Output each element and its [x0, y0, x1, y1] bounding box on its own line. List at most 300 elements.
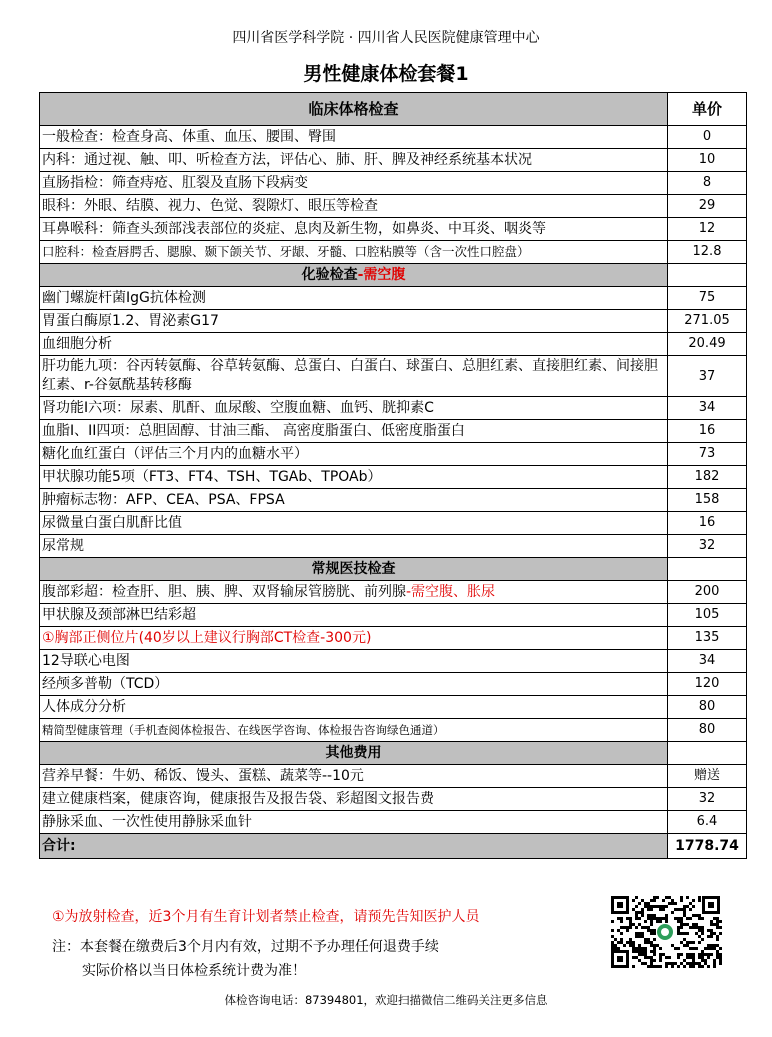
qr-module	[716, 923, 719, 926]
qr-module	[701, 959, 704, 962]
qr-module	[665, 917, 668, 920]
qr-module	[650, 959, 653, 962]
item-price: 8	[668, 172, 747, 195]
qr-module	[677, 965, 680, 968]
item-price: 16	[668, 512, 747, 535]
qr-module	[713, 944, 716, 947]
qr-module	[698, 941, 701, 944]
qr-module	[611, 941, 614, 944]
qr-module	[683, 914, 686, 917]
qr-module	[692, 926, 695, 929]
qr-module	[683, 944, 686, 947]
qr-module	[611, 947, 614, 950]
item-price: 16	[668, 420, 747, 443]
qr-module	[716, 917, 719, 920]
qr-module	[641, 950, 644, 953]
qr-module	[680, 917, 683, 920]
qr-module	[644, 950, 647, 953]
qr-module	[677, 908, 680, 911]
item-name: 12导联心电图	[40, 650, 668, 673]
qr-module	[653, 905, 656, 908]
item-name: 幽门螺旋杆菌IgG抗体检测	[40, 287, 668, 310]
qr-module	[689, 962, 692, 965]
qr-module	[677, 953, 680, 956]
qr-module	[647, 941, 650, 944]
item-price: 0	[668, 126, 747, 149]
qr-module	[641, 914, 644, 917]
qr-module	[617, 941, 620, 944]
qr-module	[680, 932, 683, 935]
table-row	[40, 765, 747, 788]
table-row	[40, 397, 747, 420]
item-name: 尿常规	[40, 535, 668, 558]
qr-module	[668, 896, 671, 899]
qr-module	[692, 962, 695, 965]
qr-module	[632, 956, 635, 959]
price-basis-note: 实际价格以当日体检系统计费为准！	[82, 963, 306, 979]
item-price: 37	[668, 356, 747, 397]
qr-module	[701, 932, 704, 935]
table-row	[40, 310, 747, 333]
qr-module	[680, 896, 683, 899]
qr-module	[668, 902, 671, 905]
qr-module	[716, 956, 719, 959]
qr-module	[638, 935, 641, 938]
item-price: 73	[668, 443, 747, 466]
qr-module	[686, 953, 689, 956]
qr-module	[620, 938, 623, 941]
qr-module	[689, 902, 692, 905]
qr-module	[710, 944, 713, 947]
qr-module	[689, 941, 692, 944]
qr-module	[650, 941, 653, 944]
qr-module	[713, 965, 716, 968]
qr-module	[698, 935, 701, 938]
qr-module	[701, 953, 704, 956]
qr-module	[689, 965, 692, 968]
item-name: ①胸部正侧位片	[42, 630, 139, 646]
qr-module	[674, 947, 677, 950]
qr-module	[623, 926, 626, 929]
qr-module	[656, 917, 659, 920]
qr-module	[635, 935, 638, 938]
qr-module	[635, 932, 638, 935]
qr-module	[665, 962, 668, 965]
qr-module	[689, 953, 692, 956]
organization-name: 四川省医学科学院 · 四川省人民医院健康管理中心	[232, 30, 540, 46]
qr-module	[698, 929, 701, 932]
qr-module	[644, 941, 647, 944]
qr-module	[626, 941, 629, 944]
qr-module	[713, 917, 716, 920]
qr-module	[716, 950, 719, 953]
qr-module	[698, 914, 701, 917]
qr-module	[692, 899, 695, 902]
table-row	[40, 241, 747, 264]
qr-module	[695, 926, 698, 929]
qr-module	[677, 932, 680, 935]
qr-module	[632, 941, 635, 944]
item-price: 赠送	[668, 765, 747, 788]
table-row	[40, 673, 747, 696]
qr-module	[701, 926, 704, 929]
qr-module	[644, 905, 647, 908]
qr-module	[683, 911, 686, 914]
qr-module	[671, 899, 674, 902]
qr-module	[680, 908, 683, 911]
qr-module	[665, 920, 668, 923]
qr-module	[650, 932, 653, 935]
qr-module	[650, 956, 653, 959]
qr-module	[716, 944, 719, 947]
qr-module	[701, 965, 704, 968]
qr-module	[671, 944, 674, 947]
qr-module	[719, 932, 722, 935]
item-name: 糖化血红蛋白（评估三个月内的血糖水平）	[40, 443, 668, 466]
qr-module	[677, 917, 680, 920]
qr-module	[638, 911, 641, 914]
table-row	[40, 356, 747, 397]
qr-module	[659, 905, 662, 908]
item-name: 肾功能I六项：尿素、肌酐、血尿酸、空腹血糖、血钙、胱抑素C	[40, 397, 668, 420]
item-name: 血细胞分析	[40, 333, 668, 356]
qr-module	[629, 923, 632, 926]
qr-module	[689, 917, 692, 920]
qr-module	[638, 923, 641, 926]
qr-finder-pattern	[611, 896, 629, 914]
qr-module	[647, 926, 650, 929]
qr-module	[650, 914, 653, 917]
section-note: -需空腹	[357, 267, 406, 283]
qr-module	[707, 935, 710, 938]
qr-module	[620, 941, 623, 944]
qr-module	[683, 938, 686, 941]
qr-module	[659, 920, 662, 923]
qr-module	[671, 911, 674, 914]
qr-module	[695, 932, 698, 935]
item-name: 肿瘤标志物：AFP、CEA、PSA、FPSA	[40, 489, 668, 512]
qr-module	[692, 956, 695, 959]
total-label: 合计:	[40, 834, 668, 859]
qr-module	[653, 950, 656, 953]
item-price: 12.8	[668, 241, 747, 264]
qr-module	[713, 947, 716, 950]
qr-module	[674, 917, 677, 920]
qr-module	[650, 917, 653, 920]
qr-module	[710, 923, 713, 926]
qr-module	[710, 932, 713, 935]
item-price: 32	[668, 535, 747, 558]
qr-module	[629, 926, 632, 929]
qr-module	[632, 947, 635, 950]
price-table	[39, 92, 747, 859]
qr-module	[719, 962, 722, 965]
qr-module	[680, 962, 683, 965]
item-name: 一般检查：检查身高、体重、血压、腰围、臀围	[40, 126, 668, 149]
qr-module	[644, 938, 647, 941]
qr-module	[653, 938, 656, 941]
qr-module	[668, 962, 671, 965]
radiation-warning: ①为放射检查，近3个月有生育计划者禁止检查，请预先告知医护人员	[52, 909, 480, 925]
section-title: 化验检查	[301, 267, 358, 283]
qr-module	[677, 947, 680, 950]
qr-module	[692, 905, 695, 908]
qr-module	[713, 932, 716, 935]
qr-module	[692, 959, 695, 962]
qr-module	[626, 929, 629, 932]
qr-module	[629, 920, 632, 923]
qr-module	[650, 944, 653, 947]
qr-module	[635, 905, 638, 908]
qr-module	[656, 944, 659, 947]
qr-module	[638, 959, 641, 962]
qr-module	[653, 944, 656, 947]
qr-module	[683, 965, 686, 968]
qr-module	[710, 947, 713, 950]
qr-module	[650, 905, 653, 908]
qr-module	[701, 917, 704, 920]
qr-module	[713, 962, 716, 965]
qr-module	[635, 914, 638, 917]
qr-module	[650, 950, 653, 953]
qr-module	[659, 917, 662, 920]
qr-module	[653, 929, 656, 932]
qr-module	[650, 962, 653, 965]
qr-module	[710, 935, 713, 938]
qr-module	[686, 905, 689, 908]
qr-module	[611, 935, 614, 938]
qr-module	[647, 965, 650, 968]
qr-module	[638, 944, 641, 947]
qr-module	[641, 932, 644, 935]
item-name-cell	[40, 627, 668, 650]
item-name: 静脉采血、一次性使用静脉采血针	[40, 811, 668, 834]
qr-module	[647, 908, 650, 911]
table-row	[40, 788, 747, 811]
item-name: 耳鼻喉科：筛查头颈部浅表部位的炎症、息肉及新生物，如鼻炎、中耳炎、咽炎等	[40, 218, 668, 241]
item-name: 内科：通过视、触、叩、听检查方法，评估心、肺、肝、脾及神经系统基本状况	[40, 149, 668, 172]
qr-module	[674, 902, 677, 905]
qr-module	[632, 908, 635, 911]
qr-module	[644, 902, 647, 905]
qr-module	[614, 947, 617, 950]
qr-module	[716, 953, 719, 956]
qr-module	[638, 947, 641, 950]
table-row	[40, 149, 747, 172]
table-row	[40, 126, 747, 149]
qr-module	[716, 938, 719, 941]
table-row	[40, 489, 747, 512]
table-row	[40, 333, 747, 356]
qr-module	[647, 902, 650, 905]
qr-module	[647, 905, 650, 908]
item-name: 眼科：外眼、结膜、视力、色觉、裂隙灯、眼压等检查	[40, 195, 668, 218]
table-row	[40, 535, 747, 558]
item-name: 尿微量白蛋白肌酐比值	[40, 512, 668, 535]
qr-module	[617, 947, 620, 950]
qr-module	[719, 953, 722, 956]
qr-module	[695, 947, 698, 950]
qr-module	[701, 956, 704, 959]
qr-module	[662, 917, 665, 920]
item-price: 12	[668, 218, 747, 241]
section-title-cell	[40, 264, 668, 287]
qr-module	[611, 920, 614, 923]
item-name: 肝功能九项：谷丙转氨酶、谷草转氨酶、总蛋白、白蛋白、球蛋白、总胆红素、直接胆红素、间接胆红素、r-谷氨酰基转移酶	[40, 356, 668, 397]
qr-module	[686, 941, 689, 944]
table-row	[40, 581, 747, 604]
item-price: 200	[668, 581, 747, 604]
qr-module	[719, 926, 722, 929]
qr-module	[707, 953, 710, 956]
item-name: 口腔科：检查唇腭舌、腮腺、颞下颌关节、牙龈、牙髓、口腔粘膜等（含一次性口腔盘）	[40, 241, 668, 264]
item-name: 甲状腺功能5项（FT3、FT4、TSH、TGAb、TPOAb）	[40, 466, 668, 489]
qr-module	[677, 929, 680, 932]
qr-module	[641, 953, 644, 956]
qr-module	[653, 914, 656, 917]
qr-module	[650, 899, 653, 902]
qr-module	[641, 911, 644, 914]
qr-module	[686, 932, 689, 935]
qr-module	[674, 908, 677, 911]
qr-module	[680, 926, 683, 929]
qr-module	[716, 926, 719, 929]
qr-module	[635, 947, 638, 950]
page-title: 男性健康体检套餐1	[303, 63, 469, 85]
section-header-other	[40, 742, 747, 765]
qr-module	[617, 917, 620, 920]
item-price: 29	[668, 195, 747, 218]
qr-module	[689, 956, 692, 959]
contact-info: 体检咨询电话：87394801，欢迎扫描微信二维码关注更多信息	[224, 993, 548, 1007]
qr-module	[638, 953, 641, 956]
qr-finder-pattern	[611, 950, 629, 968]
qr-module	[653, 959, 656, 962]
qr-module	[611, 929, 614, 932]
item-price: 75	[668, 287, 747, 310]
table-row	[40, 443, 747, 466]
qr-module	[683, 932, 686, 935]
qr-module	[689, 908, 692, 911]
qr-module	[656, 905, 659, 908]
qr-module	[641, 935, 644, 938]
qr-module	[620, 917, 623, 920]
qr-module	[677, 926, 680, 929]
total-row	[40, 834, 747, 859]
qr-module	[611, 944, 614, 947]
qr-module	[659, 947, 662, 950]
qr-module	[698, 899, 701, 902]
qr-module	[671, 902, 674, 905]
table-row	[40, 650, 747, 673]
qr-module	[650, 929, 653, 932]
qr-module	[644, 920, 647, 923]
qr-module	[659, 965, 662, 968]
qr-module	[701, 929, 704, 932]
qr-module	[620, 920, 623, 923]
qr-module	[638, 902, 641, 905]
section-title: 临床体格检查	[40, 93, 668, 126]
qr-module	[692, 914, 695, 917]
qr-module	[719, 956, 722, 959]
qr-module	[707, 944, 710, 947]
qr-module	[647, 938, 650, 941]
item-price: 34	[668, 650, 747, 673]
qr-module	[653, 899, 656, 902]
qr-module	[632, 899, 635, 902]
qr-module	[638, 917, 641, 920]
qr-module	[641, 899, 644, 902]
qr-module	[650, 923, 653, 926]
qr-module	[644, 947, 647, 950]
qr-module	[632, 944, 635, 947]
qr-module	[680, 920, 683, 923]
qr-module	[686, 917, 689, 920]
item-price: 120	[668, 673, 747, 696]
qr-module	[659, 908, 662, 911]
item-name: 甲状腺及颈部淋巴结彩超	[40, 604, 668, 627]
table-row	[40, 696, 747, 719]
qr-module	[686, 896, 689, 899]
qr-module	[635, 911, 638, 914]
section-header-imaging	[40, 558, 747, 581]
qr-module	[707, 947, 710, 950]
table-row	[40, 172, 747, 195]
item-note: -需空腹、胀尿	[406, 584, 496, 600]
qr-module	[698, 926, 701, 929]
qr-module	[656, 896, 659, 899]
item-price: 20.49	[668, 333, 747, 356]
validity-note: 注：本套餐在缴费后3个月内有效，过期不予办理任何退费手续	[52, 939, 439, 955]
qr-module	[650, 908, 653, 911]
qr-module	[683, 959, 686, 962]
qr-module	[692, 947, 695, 950]
qr-module	[653, 932, 656, 935]
qr-module	[647, 956, 650, 959]
qr-module	[680, 953, 683, 956]
table-row	[40, 420, 747, 443]
qr-module	[617, 929, 620, 932]
qr-module	[704, 959, 707, 962]
section-blank-cell	[668, 558, 747, 581]
item-name: 营养早餐：牛奶、稀饭、馒头、蛋糕、蔬菜等--10元	[40, 765, 668, 788]
qr-module	[620, 926, 623, 929]
qr-module	[650, 965, 653, 968]
item-price: 105	[668, 604, 747, 627]
item-price: 80	[668, 696, 747, 719]
qr-module	[641, 908, 644, 911]
qr-module	[686, 956, 689, 959]
item-price: 34	[668, 397, 747, 420]
qr-module	[635, 926, 638, 929]
qr-module	[692, 965, 695, 968]
qr-module	[632, 950, 635, 953]
qr-module	[698, 917, 701, 920]
qr-module	[656, 965, 659, 968]
table-row	[40, 627, 747, 650]
qr-module	[698, 956, 701, 959]
qr-module	[695, 962, 698, 965]
qr-module	[662, 908, 665, 911]
table-row	[40, 466, 747, 489]
qr-module	[689, 947, 692, 950]
qr-module	[647, 929, 650, 932]
qr-module	[644, 956, 647, 959]
qr-module	[689, 926, 692, 929]
unit-price-header: 单价	[668, 93, 747, 126]
qr-module	[635, 896, 638, 899]
qr-module	[641, 947, 644, 950]
